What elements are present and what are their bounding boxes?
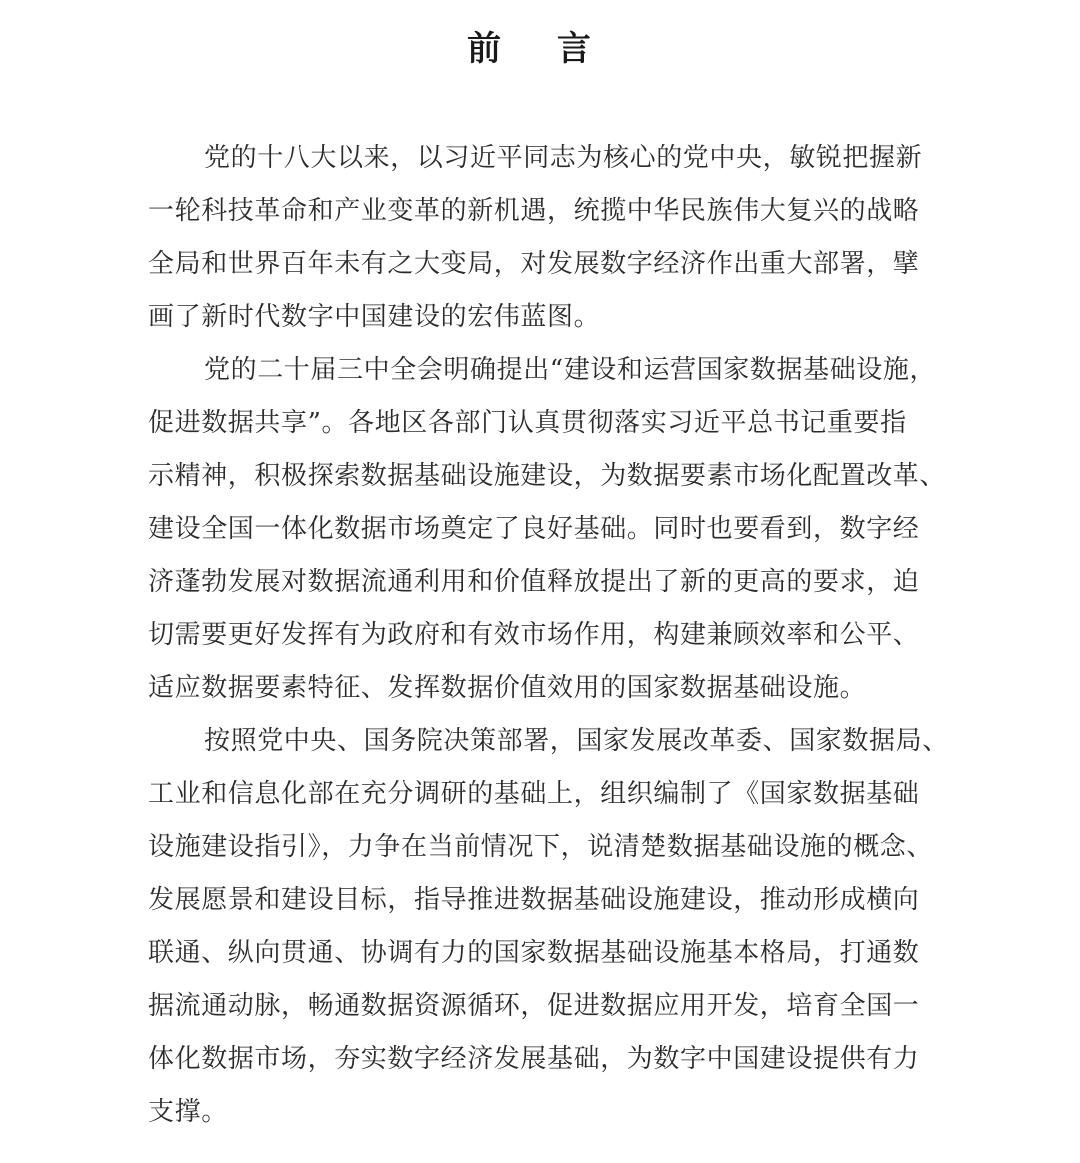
text-line: 适应数据要素特征、发挥数据价值效用的国家数据基础设施。: [148, 673, 867, 703]
text-line: 切需要更好发挥有为政府和有效市场作用，构建兼顾效率和公平、: [148, 620, 920, 650]
text-line: 一轮科技革命和产业变革的新机遇，统揽中华民族伟大复兴的战略: [148, 196, 920, 226]
text-line: 党的二十届三中全会明确提出“建设和运营国家数据基础设施，: [204, 355, 937, 385]
text-line: 工业和信息化部在充分调研的基础上，组织编制了《国家数据基础: [148, 779, 920, 809]
text-line: 全局和世界百年未有之大变局，对发展数字经济作出重大部署，擘: [148, 249, 920, 279]
text-line: 据流通动脉，畅通数据资源循环，促进数据应用开发，培育全国一: [148, 991, 920, 1021]
text-line: 设施建设指引》，力争在当前情况下，说清楚数据基础设施的概念、: [148, 832, 934, 862]
text-line: 画了新时代数字中国建设的宏伟蓝图。: [148, 302, 601, 332]
body-text: [148, 132, 949, 1139]
text-line: 示精神，积极探索数据基础设施建设，为数据要素市场化配置改革、: [148, 461, 947, 491]
text-line: 促进数据共享”。各地区各部门认真贯彻落实习近平总书记重要指: [148, 408, 907, 438]
text-line: 党的十八大以来，以习近平同志为核心的党中央，敏锐把握新: [204, 143, 923, 173]
text-line: 发展愿景和建设目标，指导推进数据基础设施建设，推动形成横向: [148, 885, 920, 915]
text-line: 体化数据市场，夯实数字经济发展基础，为数字中国建设提供有力: [148, 1044, 920, 1074]
page-title: 前 言: [467, 29, 613, 69]
text-line: 建设全国一体化数据市场奠定了良好基础。同时也要看到，数字经: [148, 514, 920, 544]
text-line: 济蓬勃发展对数据流通利用和价值释放提出了新的更高的要求，迫: [148, 567, 920, 597]
text-line: 按照党中央、国务院决策部署，国家发展改革委、国家数据局、: [204, 726, 949, 756]
text-line: 联通、纵向贯通、协调有力的国家数据基础设施基本格局，打通数: [148, 938, 920, 968]
text-line: 支撑。: [148, 1097, 228, 1127]
